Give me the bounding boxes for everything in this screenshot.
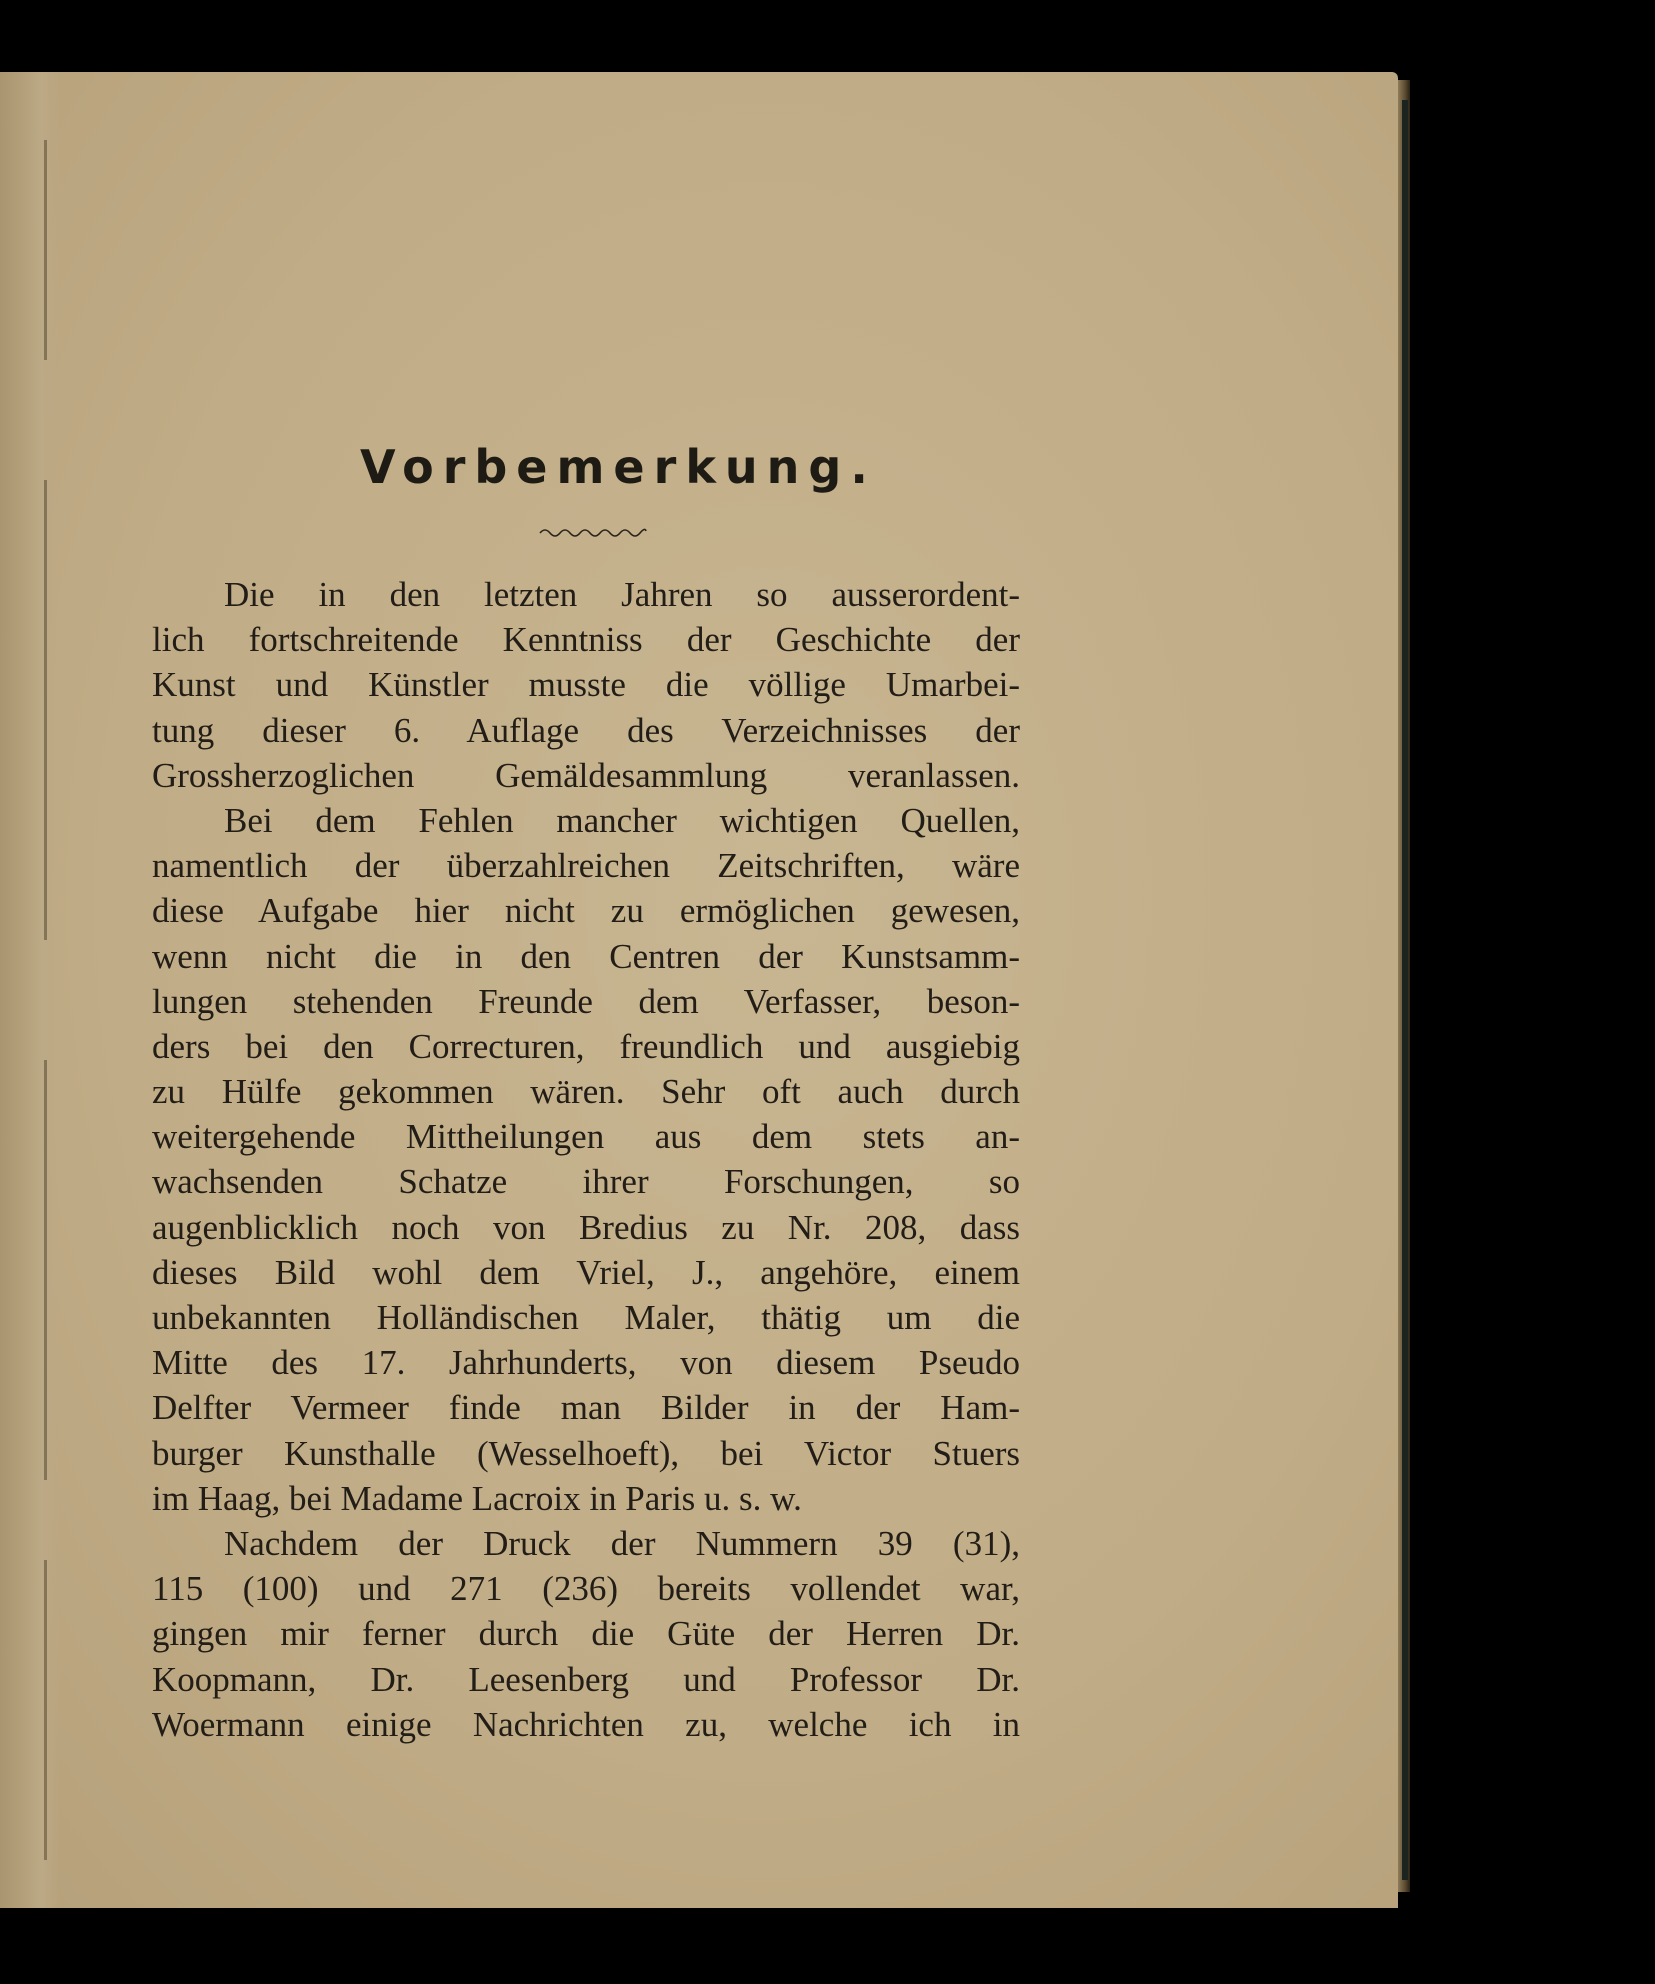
text-line: namentlich der überzahlreichen Zeitschriften, wäre — [152, 846, 1020, 886]
text-line: Koopmann, Dr. Leesenberg und Professor Dr. — [152, 1659, 1020, 1699]
text-line: weitergehende Mittheilungen aus dem stets an- — [152, 1117, 1020, 1157]
text-line: gingen mir ferner durch die Güte der Herren Dr. — [152, 1614, 1020, 1654]
cover-edge — [1402, 100, 1408, 1880]
text-line: Delfter Vermeer finde man Bilder in der Ham- — [152, 1388, 1020, 1428]
paragraph-1 — [152, 572, 1020, 798]
text-line: Die in den letzten Jahren so ausserordent- — [224, 575, 1020, 614]
text-line: tung dieser 6. Auflage des Verzeichnisses der — [152, 710, 1020, 750]
book-gutter — [0, 72, 60, 1908]
text-line: wachsenden Schatze ihrer Forschungen, so — [152, 1162, 1020, 1202]
text-line: lich fortschreitende Kenntniss der Geschichte der — [152, 620, 1020, 660]
binding-stitch — [44, 1060, 47, 1480]
text-line: unbekannten Holländischen Maler, thätig um die — [152, 1298, 1020, 1337]
text-line: Mitte des 17. Jahrhunderts, von diesem Pseudo — [152, 1343, 1020, 1383]
body-text — [152, 572, 1020, 1747]
text-line: im Haag, bei Madame Lacroix in Paris u. s. w. — [152, 1478, 802, 1518]
binding-stitch — [44, 1560, 47, 1860]
binding-stitch — [44, 480, 47, 940]
text-line: Nachdem der Druck der Nummern 39 (31), — [224, 1523, 1020, 1563]
text-line: Grossherzoglichen Gemäldesammlung veranlassen. — [152, 755, 1020, 795]
text-line: wenn nicht die in den Centren der Kunstsamm- — [152, 936, 1020, 976]
text-line: Kunst und Künstler musste die völlige Umarbei- — [152, 665, 1020, 705]
binding-stitch — [44, 140, 47, 360]
text-line: 115 (100) und 271 (236) bereits vollendet war, — [152, 1569, 1020, 1609]
text-line: dieses Bild wohl dem Vriel, J., angehöre, einem — [152, 1252, 1020, 1292]
text-line: Woermann einige Nachrichten zu, welche ich in — [152, 1704, 1020, 1744]
text-line: Bei dem Fehlen mancher wichtigen Quellen, — [224, 800, 1020, 840]
wavy-rule-ornament — [538, 526, 648, 540]
text-line: diese Aufgabe hier nicht zu ermöglichen gewesen, — [152, 891, 1020, 931]
paragraph-2 — [152, 798, 1020, 1521]
page-title: Vorbemerkung. — [360, 440, 877, 494]
text-line: burger Kunsthalle (Wesselhoeft), bei Victor Stuers — [152, 1433, 1020, 1473]
text-line: lungen stehenden Freunde dem Verfasser, beson- — [152, 981, 1020, 1021]
paragraph-3 — [152, 1521, 1020, 1747]
text-line: augenblicklich noch von Bredius zu Nr. 208, dass — [152, 1207, 1020, 1247]
text-line: zu Hülfe gekommen wären. Sehr oft auch durch — [152, 1072, 1020, 1112]
text-line: ders bei den Correcturen, freundlich und ausgiebig — [152, 1026, 1020, 1066]
